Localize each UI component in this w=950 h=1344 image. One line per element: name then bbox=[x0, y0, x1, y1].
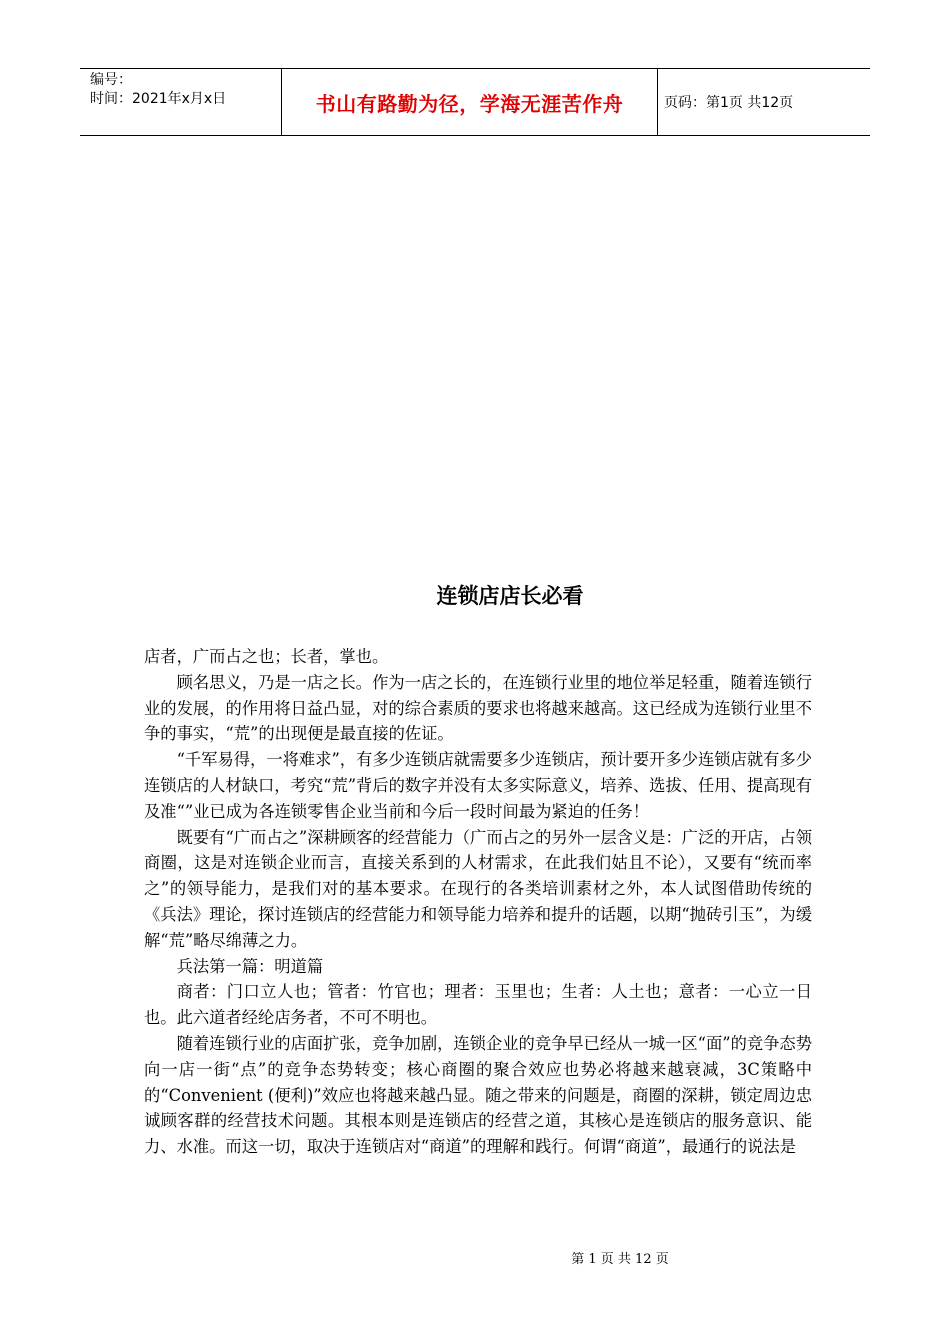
body-paragraph: 既要有“广而占之”深耕顾客的经营能力（广而占之的另外一层含义是：广泛的开店，占领商圈，这是对连锁企业而言，直接关系到的人材需求，在此我们姑且不论），又要有“统而率之”的领导能力，是我们对的基本要求。在现行的各类培训素材之外，本人试图借助传统的《兵法》理论，探讨连锁店的经营能力和领导能力培养和提升的话题，以期“抛砖引玉”，为缓解“荒”略尽绵薄之力。 bbox=[144, 827, 812, 950]
header-motto: 书山有路勤为径，学海无涯苦作舟 bbox=[282, 69, 658, 135]
document-header bbox=[80, 68, 870, 136]
body-paragraph: 随着连锁行业的店面扩张，竞争加剧，连锁企业的竞争早已经从一城一区“面”的竞争态势向一店一街“点”的竞争态势转变；核心商圈的聚合效应也势必将越来越衰减，3C策略中的“Convenient (便利)”效应也将越来越凸显。随之带来的问题是，商圈的深耕，锁定周边忠诚顾客群的经营技术问题。其根本则是连锁店的经营之道，其核心是连锁店的服务意识、能力、水准。而这一切，取决于连锁店对“商道”的理解和践行。何谓“商道”，最通行的说法是 bbox=[144, 1033, 812, 1157]
body-paragraph: 店者，广而占之也；长者，掌也。 bbox=[144, 647, 389, 666]
body-paragraph: 商者：门口立人也；管者：竹官也；理者：玉里也；生者：人土也；意者：一心立一日也。此六道者经纶店务者，不可不明也。 bbox=[144, 982, 812, 1028]
page-footer: 第 1 页 共 12 页 bbox=[571, 1252, 669, 1267]
document-number-label: 编号： bbox=[90, 72, 132, 88]
document-body bbox=[144, 644, 812, 1160]
body-paragraph: 顾名思义，乃是一店之长。作为一店之长的，在连锁行业里的地位举足轻重，随着连锁行业的发展，的作用将日益凸显，对的综合素质的要求也将越来越高。这已经成为连锁行业里不争的事实，“荒”的出现便是最直接的佐证。 bbox=[144, 672, 812, 744]
document-time-label: 时间：2021年x月x日 bbox=[90, 91, 227, 107]
header-meta-cell bbox=[80, 69, 282, 135]
document-title: 连锁店店长必看 bbox=[436, 584, 584, 608]
header-page-code: 页码：第1页 共12页 bbox=[664, 95, 794, 111]
section-heading: 兵法第一篇：明道篇 bbox=[176, 956, 324, 976]
body-paragraph: “千军易得，一将难求”，有多少连锁店就需要多少连锁店，预计要开多少连锁店就有多少连锁店的人材缺口，考究“荒”背后的数字并没有太多实际意义，培养、选拔、任用、提高现有及准“”业已成为各连锁零售企业当前和今后一段时间最为紧迫的任务！ bbox=[144, 750, 812, 821]
